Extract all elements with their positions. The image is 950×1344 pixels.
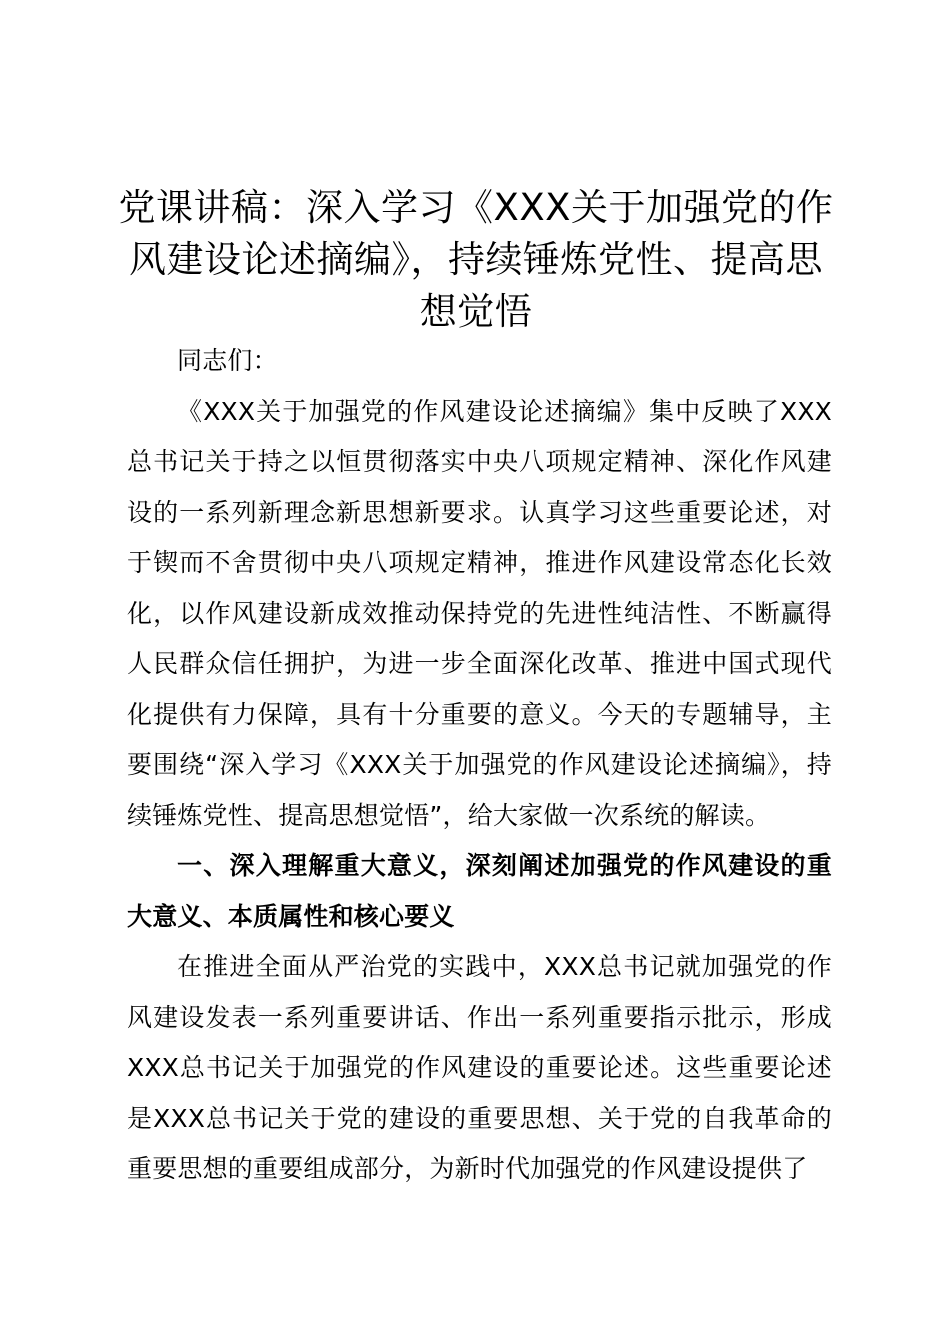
salutation: 同志们： — [177, 346, 278, 375]
intro-paragraph: 《XXX关于加强党的作风建设论述摘编》集中反映了XXX总书记关于持之以恒贯彻落实中央八项规定精神、深化作风建设的一系列新理念新思想新要求。认真学习这些重要论述，对于锲而不舍贯彻中央八项规定精神，推进作风建设常态化长效化，以作风建设新成效推动保持党的先进性纯洁性、不断赢得人民群众信任拥护，为进一步全面深化改革、推进中国式现代化提供有力保障，具有十分重要的意义。今天的专题辅导，主要围绕“深入学习《XXX关于加强党的作风建设论述摘编》，持续锤炼党性、提高思想觉悟”，给大家做一次系统的解读。 — [127, 396, 832, 830]
document-body — [127, 336, 832, 1195]
section-paragraph: 在推进全面从严治党的实践中，XXX总书记就加强党的作风建设发表一系列重要讲话、作出一系列重要指示批示，形成XXX总书记关于加强党的作风建设的重要论述。这些重要论述是XXX总书记关于党的建设的重要思想、关于党的自我革命的重要思想的重要组成部分，为新时代加强党的作风建设提供了 — [127, 952, 832, 1183]
document-title: 党课讲稿：深入学习《XXX关于加强党的作风建设论述摘编》，持续锤炼党性、提高思想觉悟 — [118, 186, 834, 333]
section-heading: 一、深入理解重大意义，深刻阐述加强党的作风建设的重大意义、本质属性和核心要义 — [127, 851, 832, 931]
